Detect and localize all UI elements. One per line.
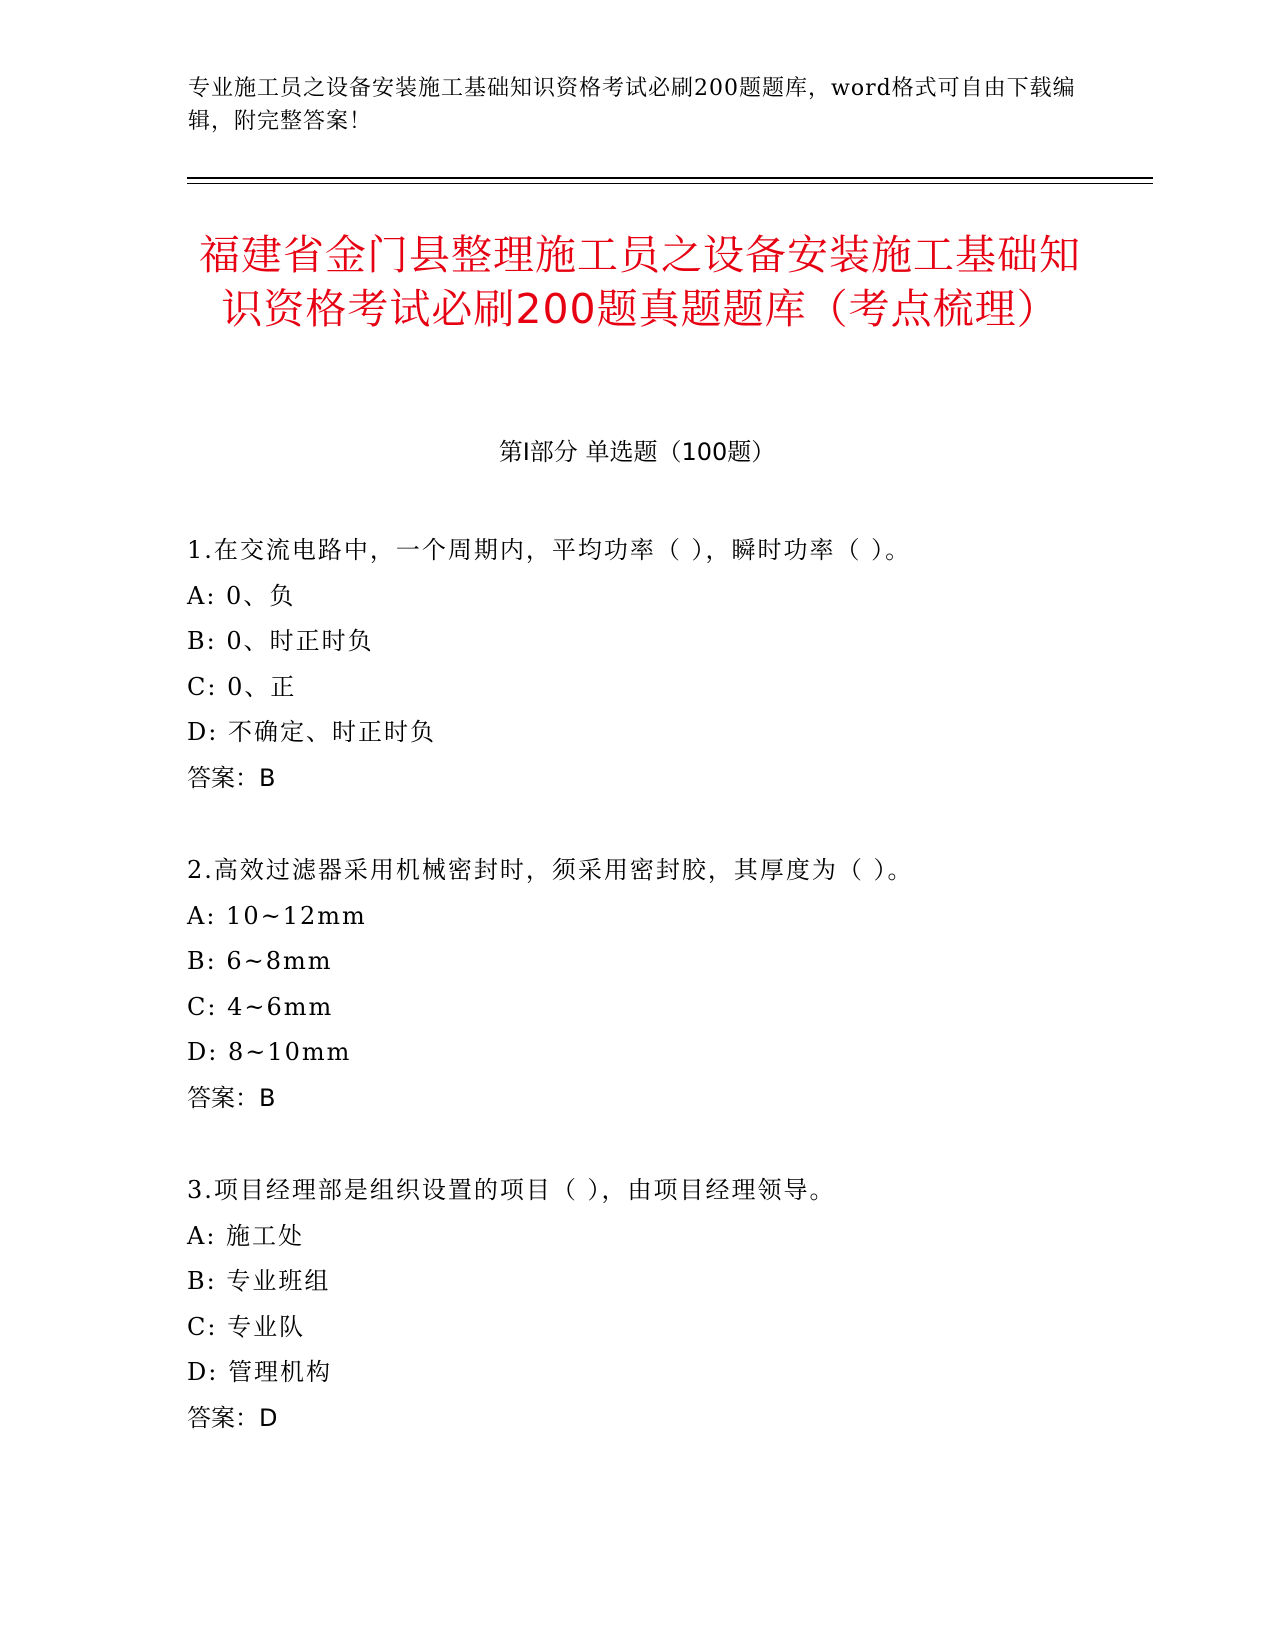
option-d: D: 不确定、时正时负 [187, 718, 436, 746]
option-b: B: 专业班组 [187, 1267, 331, 1295]
option-c: C: 4~6mm [187, 992, 334, 1021]
option-b: B: 6~8mm [187, 947, 333, 975]
option-b: B: 0、时正时负 [187, 627, 374, 655]
option-a: A: 10~12mm [187, 901, 367, 930]
answer: 答案：B [187, 1083, 276, 1112]
option-d: D: 管理机构 [187, 1358, 332, 1386]
option-d: D: 8~10mm [187, 1038, 352, 1066]
question-3 [187, 1168, 1107, 1441]
option-c: C: 专业队 [187, 1312, 306, 1341]
header-rule-thin [187, 183, 1153, 184]
header-note: 专业施工员之设备安装施工基础知识资格考试必刷200题题库，word格式可自由下载编辑，附完整答案！ [188, 76, 1076, 134]
answer: 答案：D [187, 1403, 278, 1432]
question-1 [187, 528, 1107, 801]
answer: 答案：B [187, 763, 276, 792]
section-heading: 第Ⅰ部分 单选题（100题） [498, 438, 776, 466]
option-a: A: 0、负 [187, 581, 296, 610]
option-a: A: 施工处 [187, 1221, 305, 1250]
question-stem: 1.在交流电路中，一个周期内，平均功率（ ），瞬时功率（ ）。 [187, 536, 912, 564]
question-stem: 2.高效过滤器采用机械密封时，须采用密封胶，其厚度为（ ）。 [187, 856, 914, 884]
question-2 [187, 848, 1107, 1121]
question-stem: 3.项目经理部是组织设置的项目（ ），由项目经理领导。 [187, 1176, 836, 1204]
question-list [187, 528, 1107, 1488]
document-title: 福建省金门县整理施工员之设备安装施工基础知识资格考试必刷200题真题题库（考点梳理） [199, 231, 1081, 333]
option-c: C: 0、正 [187, 672, 297, 701]
header-rule-thick [187, 177, 1153, 179]
